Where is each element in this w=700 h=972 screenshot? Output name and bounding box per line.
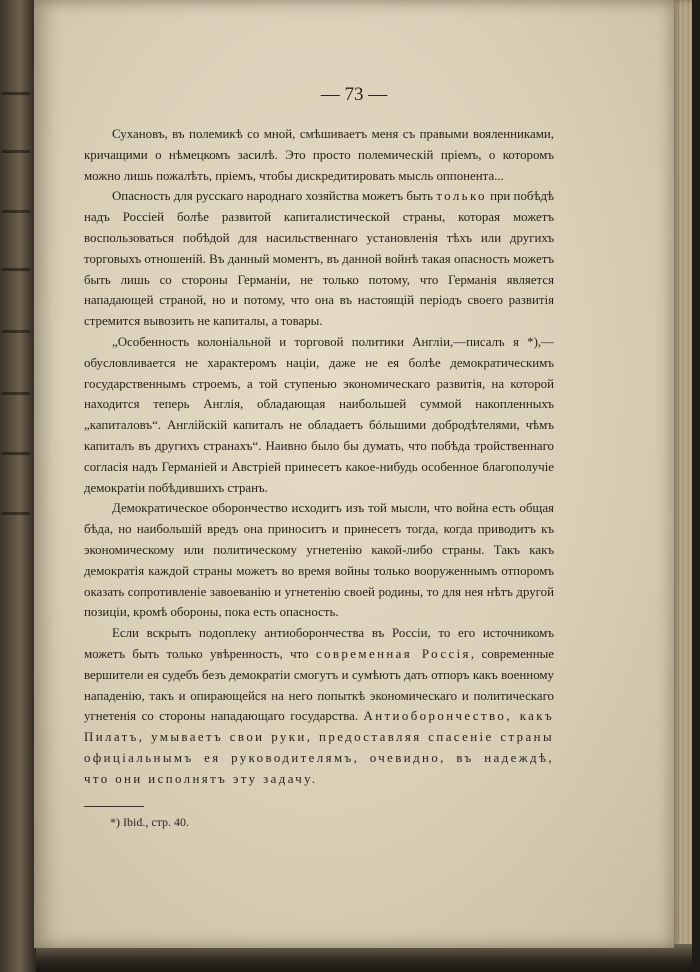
bleed-through-mark bbox=[2, 452, 30, 455]
paragraph-5-part-2: , современные вершители ея судебъ безъ демократіи смогутъ и сумѣютъ дать отпоръ какъ военному нападенію, такъ и опирающейся на него попыткѣ экономическаго и политическаго угнетенія со стороны нападающаго государства. bbox=[84, 646, 554, 724]
paragraph-5 bbox=[84, 623, 554, 789]
page-number: — 73 — bbox=[320, 84, 388, 105]
footnote: *) Ibid., стр. 40. bbox=[110, 815, 190, 829]
paragraph-4: Демократическое оборончество исходитъ изъ той мысли, что война есть общая бѣда, но наибольшій вредъ она приноситъ и принесетъ тогда, когда приводитъ къ экономическому или политическому угнетенію какой-либо страны. Такъ какъ демократія каждой страны можетъ во время войны только вооруженнымъ отпоромъ оказать сопротивленіе завоеванію и угнетенію своей родины, то для нея нѣтъ другой позиціи, кромѣ обороны, пока есть опасность. bbox=[84, 501, 554, 620]
paragraph-2 bbox=[84, 186, 554, 332]
page-stack-edge bbox=[672, 0, 692, 960]
bleed-through-mark bbox=[2, 150, 30, 153]
body-text bbox=[84, 124, 554, 790]
paragraph-2-emphasis: только bbox=[436, 189, 487, 204]
paragraph-5-part-1: Если вскрыть подоплеку антиоборончества въ Россіи, то его источникомъ можетъ быть только увѣренность, что bbox=[84, 626, 554, 661]
paragraph-5-emphasis-2: Антиоборончество, какъ Пилатъ, умываетъ свои руки, предоставляя спасеніе страны офиціальнымъ ея руководителямъ, очевидно, въ надеждѣ, что они исполнятъ эту задачу. bbox=[84, 709, 555, 786]
bleed-through-mark bbox=[2, 92, 30, 95]
bottom-shadow bbox=[36, 944, 692, 972]
bleed-through-mark bbox=[2, 268, 30, 271]
bleed-through-mark bbox=[2, 210, 30, 213]
paragraph-2-part-2: при побѣдѣ надъ Россіей болѣе развитой капиталистической страны, которая можетъ воспользоваться побѣдой для насильственнаго установленія тѣхъ или другихъ торговыхъ отношеній. Въ данный моментъ, въ данной войнѣ такая опасность можетъ быть лишь со стороны Германіи, не только потому, что Германія является нападающей страной, но и потому, что она въ настоящій періодъ своего развитія стремится вывозить не капиталы, а товары. bbox=[84, 189, 555, 329]
bleed-through-mark bbox=[2, 512, 30, 515]
paragraph-2-part-1: Опасность для русскаго народнаго хозяйства можетъ быть bbox=[112, 189, 437, 204]
paragraph-5-emphasis-1: современная Россія bbox=[315, 646, 471, 661]
footnote-rule bbox=[84, 806, 144, 807]
left-page-edge bbox=[0, 0, 36, 972]
bleed-through-mark bbox=[2, 330, 30, 333]
bleed-through-mark bbox=[2, 392, 30, 395]
paragraph-3: „Особенность колоніальной и торговой политики Англіи,—писалъ я *),—обусловливается не характеромъ націи, даже не ея болѣе демократическимъ государственнымъ строемъ, а той ступенью экономическаго развитія, на которой находится теперь Англія, обладающая наибольшей суммой накопленныхъ „капиталовъ“. Англійскій капиталъ не обладаетъ бóльшими добродѣтелями, чѣмъ капиталъ въ другихъ странахъ“. Наивно было бы думать, что побѣда тройственнаго согласія надъ Германіей и Австріей принесетъ какое-нибудь особенное благополучіе демократіи побѣдившихъ странъ. bbox=[84, 334, 554, 495]
paragraph-1: Сухановъ, въ полемикѣ со мной, смѣшиваетъ меня съ правыми вояленниками, кричащими о нѣмецкомъ засилѣ. Это просто полемическій пріемъ, о которомъ можно лишь пожалѣть, пріемъ, чтобы дискредитировать мысль оппонента... bbox=[84, 127, 554, 183]
